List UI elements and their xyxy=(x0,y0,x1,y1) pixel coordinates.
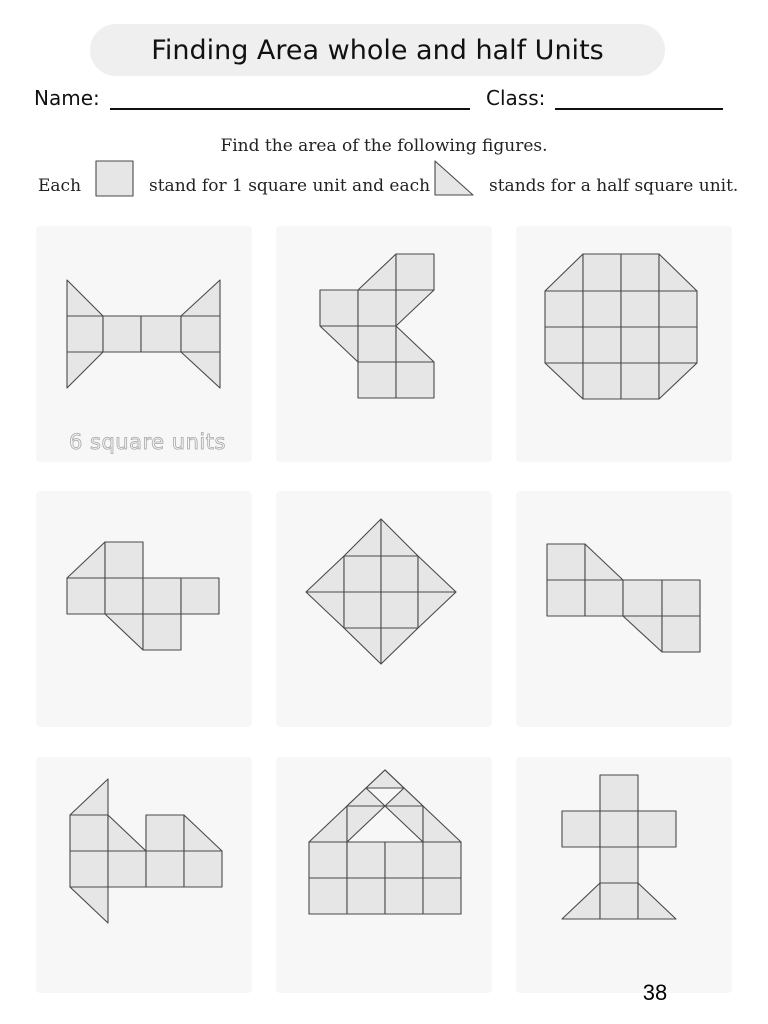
page-number: 38 xyxy=(642,980,668,1005)
figure-8-house xyxy=(276,757,492,993)
figure-2-shape xyxy=(276,226,492,462)
legend-triangle-text: stands for a half square unit. xyxy=(489,176,739,196)
unit-square-icon xyxy=(95,160,135,198)
worksheet-title: Finding Area whole and half Units xyxy=(90,24,665,76)
figure-card-4 xyxy=(36,491,252,727)
figure-card-9 xyxy=(516,757,732,993)
legend-each-label: Each xyxy=(38,176,82,196)
figure-5-diamond xyxy=(276,491,492,727)
legend-row xyxy=(0,160,768,200)
class-blank-line[interactable] xyxy=(555,108,723,110)
figure-6-shape xyxy=(516,491,732,727)
class-label: Class: xyxy=(486,86,546,110)
figure-4-shape xyxy=(36,491,252,727)
figure-1-answer[interactable]: 6 square units xyxy=(69,430,226,454)
figure-card-3 xyxy=(516,226,732,462)
figure-card-1 xyxy=(36,226,252,462)
figure-3-octagon xyxy=(516,226,732,462)
figure-card-8 xyxy=(276,757,492,993)
figure-9-shape xyxy=(516,757,732,993)
figure-card-6 xyxy=(516,491,732,727)
name-class-row xyxy=(34,86,734,116)
instruction-text: Find the area of the following figures. xyxy=(220,136,548,156)
figure-1-bowtie xyxy=(36,226,252,462)
figure-card-5 xyxy=(276,491,492,727)
name-label: Name: xyxy=(34,86,100,110)
figure-7-shape xyxy=(36,757,252,993)
figure-card-7 xyxy=(36,757,252,993)
figure-card-2 xyxy=(276,226,492,462)
legend-square-text: stand for 1 square unit and each xyxy=(149,176,431,196)
half-unit-triangle-icon xyxy=(434,160,476,198)
name-blank-line[interactable] xyxy=(110,108,470,110)
